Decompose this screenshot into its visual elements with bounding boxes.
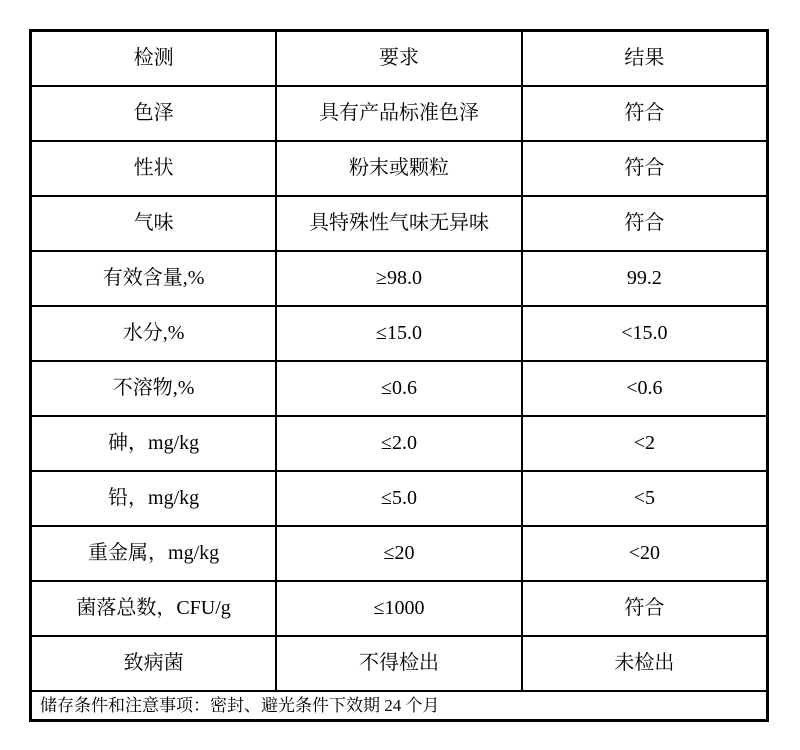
table-row [31, 471, 768, 526]
header-cell-requirement: 要求 [276, 31, 522, 86]
cell-item: 气味 [31, 196, 277, 251]
cell-item: 色泽 [31, 86, 277, 141]
cell-result: 符合 [522, 196, 768, 251]
cell-requirement: 不得检出 [276, 636, 522, 691]
table-row [31, 361, 768, 416]
table-row [31, 306, 768, 361]
table-row [31, 86, 768, 141]
table-row [31, 526, 768, 581]
cell-result: 符合 [522, 86, 768, 141]
cell-item: 菌落总数，CFU/g [31, 581, 277, 636]
table-row [31, 581, 768, 636]
cell-requirement: ≤0.6 [276, 361, 522, 416]
cell-requirement: 具有产品标准色泽 [276, 86, 522, 141]
cell-result: 99.2 [522, 251, 768, 306]
cell-requirement: ≤1000 [276, 581, 522, 636]
cell-result: <15.0 [522, 306, 768, 361]
cell-result: 符合 [522, 581, 768, 636]
cell-item: 水分,% [31, 306, 277, 361]
cell-result: <5 [522, 471, 768, 526]
cell-requirement: ≤2.0 [276, 416, 522, 471]
cell-item: 性状 [31, 141, 277, 196]
cell-requirement: ≥98.0 [276, 251, 522, 306]
table-row [31, 251, 768, 306]
cell-item: 铅，mg/kg [31, 471, 277, 526]
cell-item: 致病菌 [31, 636, 277, 691]
cell-item: 有效含量,% [31, 251, 277, 306]
table-row [31, 196, 768, 251]
cell-requirement: ≤15.0 [276, 306, 522, 361]
table-row [31, 416, 768, 471]
cell-requirement: 具特殊性气味无异味 [276, 196, 522, 251]
footer-row [31, 691, 768, 721]
cell-result: <2 [522, 416, 768, 471]
cell-result: <20 [522, 526, 768, 581]
header-row [31, 31, 768, 86]
cell-result: <0.6 [522, 361, 768, 416]
inspection-table [29, 29, 769, 722]
cell-item: 重金属，mg/kg [31, 526, 277, 581]
cell-result: 符合 [522, 141, 768, 196]
cell-requirement: ≤5.0 [276, 471, 522, 526]
header-cell-test: 检测 [31, 31, 277, 86]
storage-note: 储存条件和注意事项：密封、避光条件下效期 24 个月 [31, 691, 768, 721]
cell-item: 砷，mg/kg [31, 416, 277, 471]
cell-requirement: 粉末或颗粒 [276, 141, 522, 196]
table-row [31, 636, 768, 691]
cell-requirement: ≤20 [276, 526, 522, 581]
table-row [31, 141, 768, 196]
header-cell-result: 结果 [522, 31, 768, 86]
cell-result: 未检出 [522, 636, 768, 691]
cell-item: 不溶物,% [31, 361, 277, 416]
